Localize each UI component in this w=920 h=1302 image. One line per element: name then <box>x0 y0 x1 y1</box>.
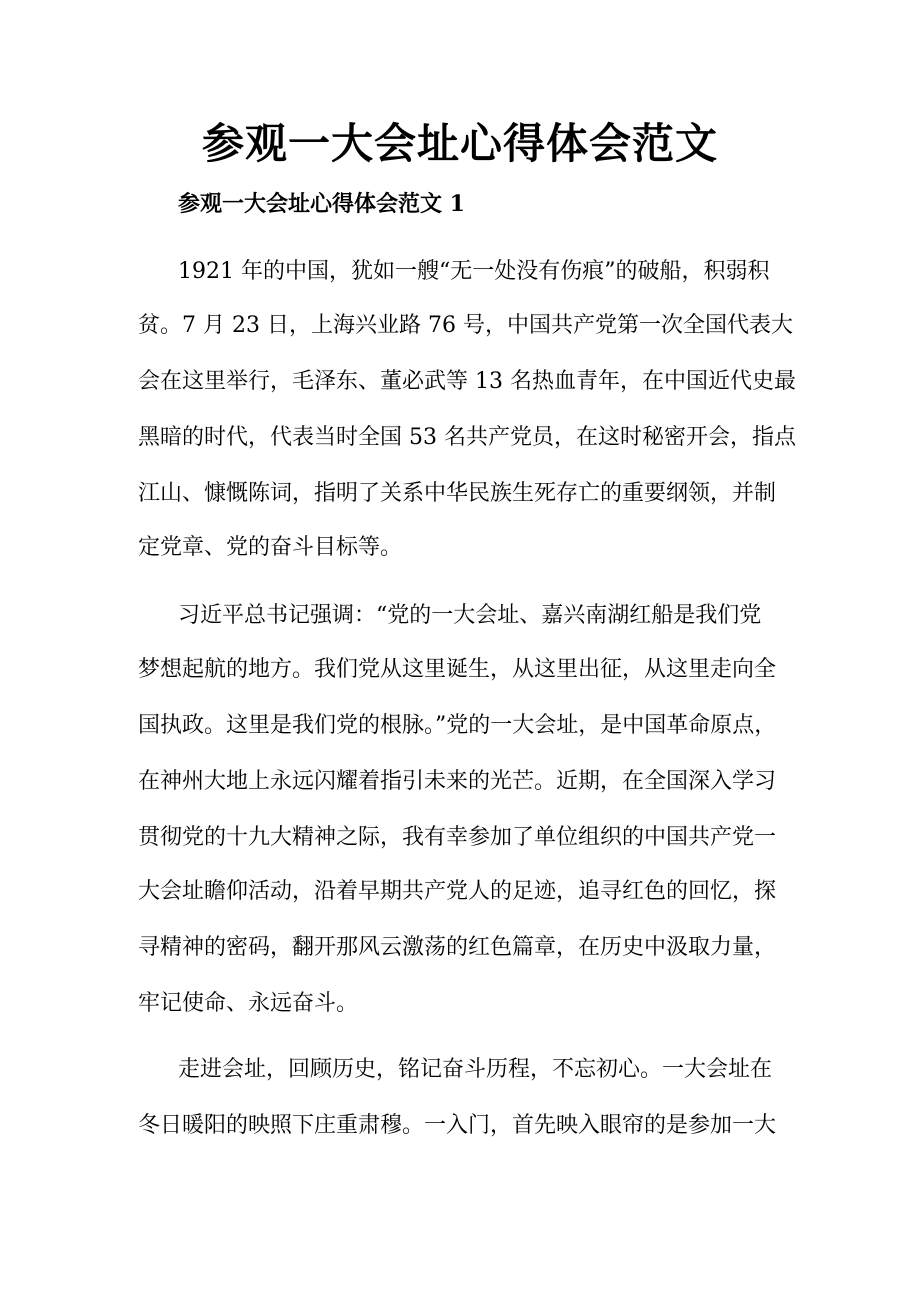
section-heading: 参观一大会址心得体会范文 1 <box>178 191 465 217</box>
paragraph-2-line-2: 梦想起航的地方。我们党从这里诞生，从这里出征，从这里走向全 <box>138 657 777 682</box>
paragraph-2-line-1: 习近平总书记强调：“党的一大会址、嘉兴南湖红船是我们党 <box>178 603 762 628</box>
paragraph-1-line-2: 贫。7 月 23 日，上海兴业路 76 号，中国共产党第一次全国代表大 <box>138 313 793 338</box>
paragraph-1-line-5: 江山、慷慨陈词，指明了关系中华民族生死存亡的重要纲领，并制 <box>138 481 777 506</box>
paragraph-2-line-5: 贯彻党的十九大精神之际，我有幸参加了单位组织的中国共产党一 <box>138 825 777 850</box>
paragraph-2-line-4: 在神州大地上永远闪耀着指引未来的光芒。近期，在全国深入学习 <box>138 769 777 794</box>
paragraph-2-line-3: 国执政。这里是我们党的根脉。”党的一大会址，是中国革命原点， <box>138 713 777 738</box>
paragraph-2-line-7: 寻精神的密码，翻开那风云激荡的红色篇章，在历史中汲取力量， <box>138 935 777 960</box>
paragraph-1-line-4: 黑暗的时代，代表当时全国 53 名共产党员，在这时秘密开会，指点 <box>138 425 796 450</box>
paragraph-2-line-6: 大会址瞻仰活动，沿着早期共产党人的足迹，追寻红色的回忆，探 <box>138 879 777 904</box>
paragraph-1-line-3: 会在这里举行，毛泽东、董必武等 13 名热血青年，在中国近代史最 <box>138 369 796 394</box>
paragraph-3-line-1: 走进会址，回顾历史，铭记奋斗历程，不忘初心。一大会址在 <box>178 1057 773 1082</box>
document-title: 参观一大会址心得体会范文 <box>201 119 718 168</box>
paragraph-1-line-6: 定党章、党的奋斗目标等。 <box>138 535 403 560</box>
paragraph-3-line-2: 冬日暖阳的映照下庄重肃穆。一入门，首先映入眼帘的是参加一大 <box>138 1113 777 1138</box>
paragraph-1-line-1: 1921 年的中国，犹如一艘“无一处没有伤痕”的破船，积弱积 <box>178 259 770 284</box>
paragraph-2-line-8: 牢记使命、永远奋斗。 <box>138 991 359 1016</box>
